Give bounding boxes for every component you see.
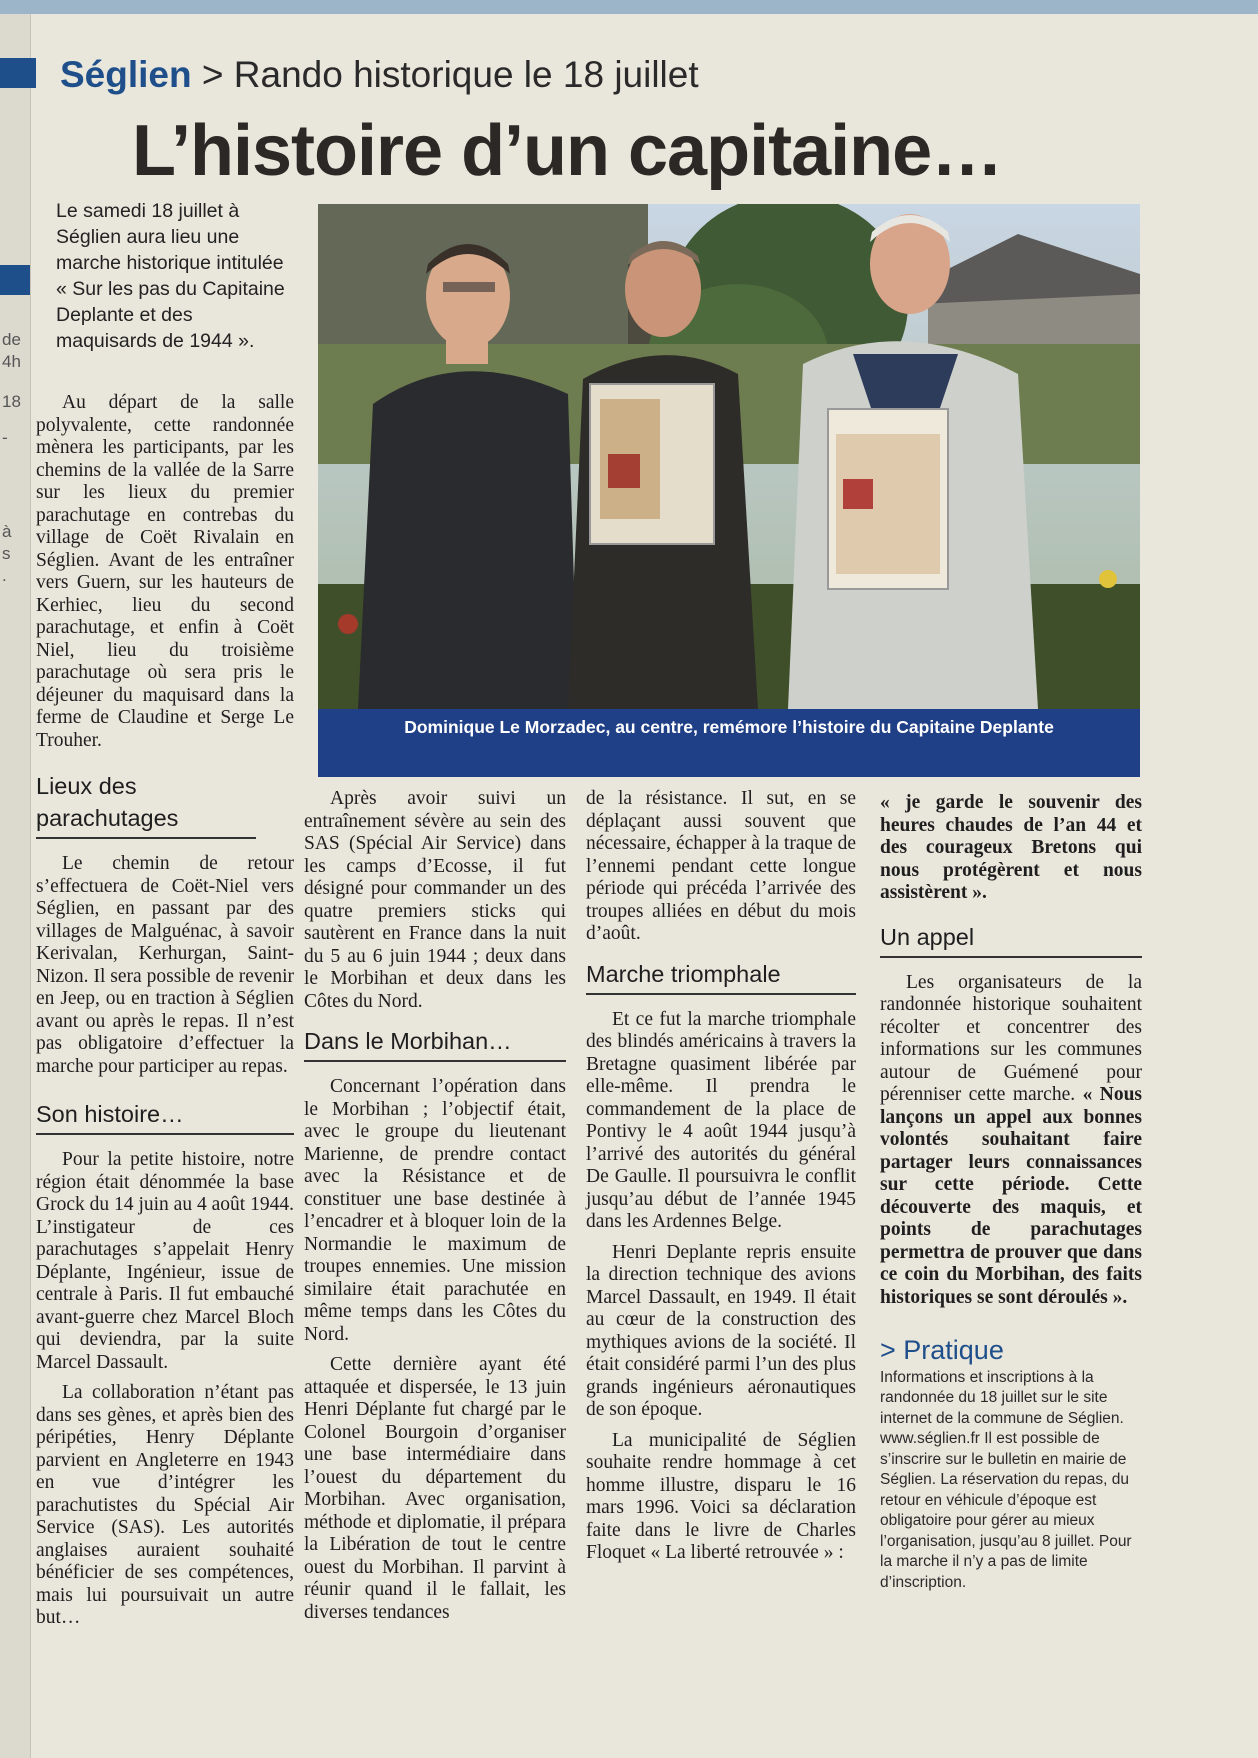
photo-illustration <box>318 204 1140 709</box>
margin-fragment: s <box>2 544 11 563</box>
section-marker <box>0 265 30 295</box>
page-top-band <box>0 0 1258 14</box>
margin-fragment: 18 <box>2 392 21 411</box>
article-headline: L’histoire d’un capitaine… <box>132 111 1003 191</box>
pratique-text: Informations et inscriptions à la randonnée du 18 juillet sur le site internet de la commune de Séglien. www.séglien.fr Il est possible de s’inscrire sur le bulletin en mairie de Séglien. La réservation du repas, du retour en véhicule d’époque est obligatoire pour gérer au mieux l’organisation, jusqu’au 8 juillet. Pour la marche il n’y a pas de limite d’inscription. <box>880 1368 1132 1591</box>
appel-quote: « Nous lançons un appel aux bonnes volontés souhaitant faire partager leurs connaissances sur cette période. Cette découverte des maquis, et points de parachutages permettra de prouver que dans ce coin du Morbihan, des faits historiques se sont déroulés ». <box>880 1084 1143 1308</box>
column-1 <box>36 392 294 1638</box>
subheading-marche: Marche triomphale <box>586 958 856 995</box>
kicker-separator: > <box>191 54 234 95</box>
paragraph: Et ce fut la marche triomphale des blindés américains à travers la Bretagne quasiment libérée par elle-même. Il prendra le commandement de la place de Pontivy le 4 août 1944 jusqu’à l’arrivé des autorités du général De Gaulle. Il poursuivra le conflit jusqu’au début de l’année 1945 dans les Ardennes Belge. <box>586 1008 856 1232</box>
article-photo <box>318 204 1140 709</box>
subheading-appel: Un appel <box>880 921 1142 958</box>
photo-caption: Dominique Le Morzadec, au centre, remémore l’histoire du Capitaine Deplante <box>318 709 1140 777</box>
paragraph: Le chemin de retour s’effectuera de Coët-Niel vers Séglien, en passant par des villages de Malguénac, à savoir Kerivalan, Kerhurgan, Saint-Nizon. Il sera possible de revenir en Jeep, ou en traction à Séglien avant ou après le repas. Il n’est pas obligatoire d’effectuer la marche pour participer au repas. <box>36 853 294 1077</box>
article-lead: Le samedi 18 juillet à Séglien aura lieu une marche historique intitulée « Sur les pas du Capitaine Deplante et des maquisards de 1944 ». <box>56 200 285 352</box>
paragraph: Après avoir suivi un entraînement sévère au sein des SAS (Spécial Air Service) dans les camps d’Ecosse, il fut désigné pour commander un des quatre premiers sticks qui sautèrent en France dans la nuit du 5 au 6 juin 1944 ; deux dans le Morbihan et deux dans les Côtes du Nord. <box>304 788 566 1012</box>
paragraph: de la résistance. Il sut, en se déplaçant aussi souvent que nécessaire, échapper à la traque de l’ennemi pendant cette longue période qui précéda l’arrivée des troupes alliées en début du mois d’août. <box>586 788 856 944</box>
article-kicker <box>60 54 699 96</box>
paragraph: La collaboration n’étant pas dans ses gènes, et après bien des péripéties, Henry Déplante parvient en Angleterre en 1943 en vue d’intégrer les parachutistes du Spécial Air Service (SAS). Les autorités anglaises auraient souhaité bénéficier de ses compétences, mais lui poursuivait un autre but… <box>36 1382 294 1628</box>
quote-paragraph: « je garde le souvenir des heures chaudes de l’an 44 et des courageux Bretons qui nous protégèrent et nous assistèrent ». <box>880 792 1142 903</box>
paragraph <box>880 972 1142 1310</box>
paragraph: La municipalité de Séglien souhaite rendre hommage à cet homme illustre, disparu le 16 mars 1996. Voici sa déclaration faite dans le livre de Charles Floquet « La liberté retrouvée » : <box>586 1429 856 1563</box>
paragraph: Pour la petite histoire, notre région était dénommée la base Grock du 14 juin au 4 août 1944. L’instigateur de ces parachutages s’appelait Henry Déplante, Ingénieur, issue de centrale à Paris. Il fut embauché avant-guerre chez Marcel Bloch qui deviendra, par la suite Marcel Dassault. <box>36 1149 294 1373</box>
section-marker <box>0 58 36 88</box>
column-4 <box>880 792 1142 1593</box>
margin-fragment: 4h <box>2 352 21 371</box>
subheading-histoire: Son histoire… <box>36 1098 294 1135</box>
column-2 <box>304 788 566 1632</box>
pratique-heading: > Pratique <box>880 1335 1004 1365</box>
appel-text: Les organisateurs de la randonnée historique souhaitent récolter et concentrer des informations sur les communes autour de Guémené pour pérenniser cette marche. <box>880 971 1142 1105</box>
kicker-text: Rando historique le 18 juillet <box>233 54 699 95</box>
column-3 <box>586 788 856 1573</box>
subheading-lieux: Lieux des parachutages <box>36 770 256 839</box>
paragraph: Concernant l’opération dans le Morbihan ; l’objectif était, avec le groupe du lieutenant Marienne, de prendre contact avec la Résistance et de constituer une base destinée à l’encadrer et à bloquer loin de la Normandie le maximum de troupes ennemies. Une mission similaire était parachutée en même temps dans les Côtes du Nord. <box>304 1076 566 1345</box>
margin-fragment: . <box>2 566 7 585</box>
paragraph: Au départ de la salle polyvalente, cette randonnée mènera les participants, par les chemins de la vallée de la Sarre sur les lieux du premier parachutage en contrebas du village de Coët Rivalain en Séglien. Avant de les entraîner vers Guern, sur les hauteurs de Kerhiec, lieu du second parachutage, et enfin à Coët Niel, lieu du troisième parachutage où sera pris le déjeuner du maquisard dans la ferme de Claudine et Serge Le Trouher. <box>36 392 294 751</box>
margin-fragment: à <box>2 522 12 541</box>
subheading-morbihan: Dans le Morbihan… <box>304 1025 566 1062</box>
paragraph: Cette dernière ayant été attaquée et dispersée, le 13 juin Henri Déplante fut chargé par le Colonel Bourgoin d’organiser une base intermédiaire dans l’ouest du département du Morbihan. Avec organisation, méthode et diplomatie, il prépara la Libération de tout le centre ouest du Morbihan. Il parvint à réunir quand il le fallait, les diverses tendances <box>304 1354 566 1623</box>
paragraph: Henri Deplante repris ensuite la direction technique des avions Marcel Dassault, en 1949. Il était au cœur de la construction des mythiques avions de la société. Il était considéré parmi l’un des plus grands ingénieurs aéronautiques de son époque. <box>586 1241 856 1420</box>
margin-fragment: de <box>2 330 21 349</box>
margin-fragment: - <box>2 428 8 447</box>
kicker-place: Séglien <box>60 54 192 95</box>
